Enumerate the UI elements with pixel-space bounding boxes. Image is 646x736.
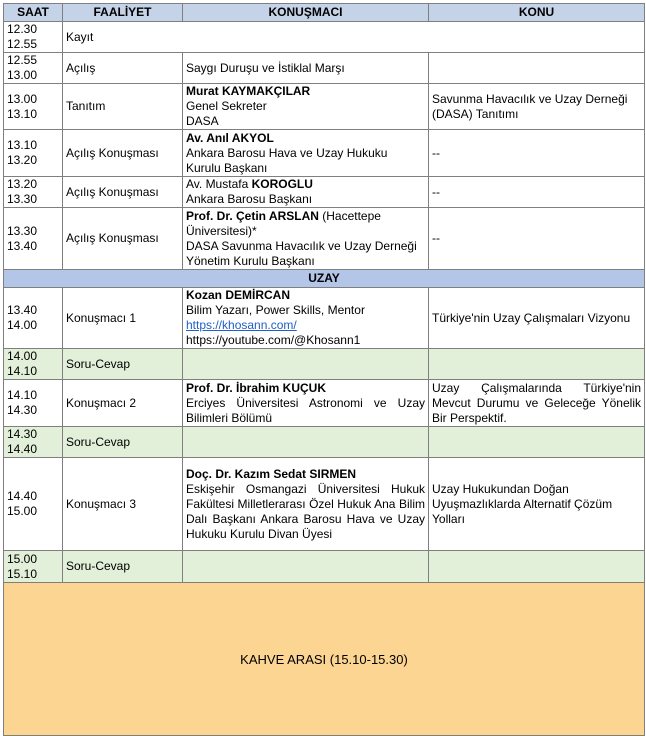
speaker-cell — [183, 349, 429, 380]
start-time: 13.40 — [7, 303, 38, 317]
start-time: 13.10 — [7, 138, 38, 152]
time-cell — [4, 427, 63, 458]
start-time: 13.00 — [7, 91, 38, 106]
end-time: 14.10 — [7, 364, 38, 378]
end-time: 13.00 — [7, 68, 38, 82]
speaker-title: Erciyes Üniversitesi Astronomi ve Uzay Bilimleri Bölümü — [186, 395, 425, 425]
section-row-uzay — [4, 270, 645, 288]
speaker-name — [186, 209, 425, 239]
speaker-cell — [183, 458, 429, 551]
row-soru-cevap-2 — [4, 427, 645, 458]
time-cell — [4, 208, 63, 270]
row-acilis-konusmasi-3 — [4, 208, 645, 270]
row-acilis — [4, 53, 645, 84]
time-cell — [4, 458, 63, 551]
coffee-break-label: KAHVE ARASI (15.10-15.30) — [4, 583, 645, 736]
speaker-title: DASA Savunma Havacılık ve Uzay Derneği Yönetim Kurulu Başkanı — [186, 238, 417, 268]
speaker-title: Bilim Yazarı, Power Skills, Mentor — [186, 303, 365, 317]
row-acilis-konusmasi-2 — [4, 177, 645, 208]
end-time: 13.10 — [7, 106, 38, 121]
header-faaliyet: FAALİYET — [63, 4, 183, 22]
row-soru-cevap-1 — [4, 349, 645, 380]
start-time: 14.00 — [7, 349, 38, 363]
end-time: 13.40 — [7, 238, 38, 253]
time-cell — [4, 349, 63, 380]
speaker-name: Murat KAYMAKÇILAR — [186, 84, 311, 98]
header-konusmaci: KONUŞMACI — [183, 4, 429, 22]
speaker-cell — [183, 427, 429, 458]
row-soru-cevap-3 — [4, 551, 645, 583]
start-time: 14.30 — [7, 427, 38, 441]
start-time: 13.30 — [7, 223, 38, 238]
end-time: 13.20 — [7, 153, 38, 167]
speaker-name: Av. Anıl AKYOL — [186, 130, 274, 145]
speaker-title: Ankara Barosu Hava ve Uzay Hukuku Kurulu Başkanı — [186, 145, 388, 175]
end-time: 12.55 — [7, 37, 38, 51]
header-saat: SAAT — [4, 4, 63, 22]
topic-cell: Savunma Havacılık ve Uzay Derneği (DASA) Tanıtımı — [429, 84, 645, 130]
activity-cell: Tanıtım — [63, 84, 183, 130]
agenda-table — [3, 3, 645, 736]
row-konusmaci-2 — [4, 380, 645, 427]
speaker-title: Genel Sekreter — [186, 99, 267, 113]
start-time: 15.00 — [7, 551, 38, 566]
header-konu: KONU — [429, 4, 645, 22]
activity-cell: Kayıt — [63, 22, 645, 53]
activity-cell: Soru-Cevap — [63, 427, 183, 458]
activity-cell: Konuşmacı 3 — [63, 458, 183, 551]
end-time: 14.40 — [7, 442, 38, 456]
speaker-cell — [183, 177, 429, 208]
topic-cell — [429, 349, 645, 380]
end-time: 15.10 — [7, 566, 38, 581]
speaker-name — [186, 177, 425, 192]
topic-cell: Uzay Hukukundan Doğan Uyuşmazlıklarda Alternatif Çözüm Yolları — [429, 458, 645, 551]
activity-cell: Açılış Konuşması — [63, 208, 183, 270]
activity-cell: Açılış — [63, 53, 183, 84]
topic-cell — [429, 427, 645, 458]
start-time: 12.30 — [7, 22, 38, 36]
row-acilis-konusmasi-1 — [4, 130, 645, 177]
speaker-fullname: Prof. Dr. Çetin ARSLAN — [186, 208, 319, 223]
speaker-name: Kozan DEMİRCAN — [186, 288, 290, 302]
topic-cell — [429, 53, 645, 84]
start-time: 14.40 — [7, 489, 38, 503]
speaker-cell — [183, 288, 429, 349]
header-row — [4, 4, 645, 22]
topic-cell: -- — [429, 177, 645, 208]
time-cell — [4, 551, 63, 583]
activity-cell: Açılış Konuşması — [63, 177, 183, 208]
speaker-cell — [183, 380, 429, 427]
start-time: 13.20 — [7, 177, 38, 191]
activity-cell: Soru-Cevap — [63, 551, 183, 583]
youtube-url: https://youtube.com/@Khosann1 — [186, 333, 361, 347]
time-cell — [4, 53, 63, 84]
speaker-affiliation: (Hacettepe Üniversitesi)* — [186, 208, 381, 238]
time-cell — [4, 84, 63, 130]
end-time: 15.00 — [7, 504, 38, 518]
activity-cell: Açılış Konuşması — [63, 130, 183, 177]
speaker-title: Eskişehir Osmangazi Üniversitesi Hukuk Fakültesi Milletlerarası Özel Hukuk Ana Bilim Dalı Başkanı Ankara Barosu Hava ve Uzay Hukuku Kurulu Divan Üyesi — [186, 481, 425, 541]
row-coffee-break — [4, 583, 645, 736]
end-time: 14.00 — [7, 318, 38, 332]
time-cell — [4, 380, 63, 427]
time-cell — [4, 22, 63, 53]
speaker-surname: KOROGLU — [251, 177, 313, 191]
speaker-cell — [183, 130, 429, 177]
row-kayit — [4, 22, 645, 53]
topic-cell: -- — [429, 130, 645, 177]
row-tanitim — [4, 84, 645, 130]
end-time: 14.30 — [7, 403, 38, 417]
speaker-org: DASA — [186, 114, 219, 128]
row-konusmaci-1 — [4, 288, 645, 349]
start-time: 12.55 — [7, 53, 38, 67]
speaker-title: Ankara Barosu Başkanı — [186, 192, 313, 206]
end-time: 13.30 — [7, 192, 38, 206]
speaker-cell — [183, 84, 429, 130]
section-title: UZAY — [4, 270, 645, 288]
topic-cell: Türkiye'nin Uzay Çalışmaları Vizyonu — [429, 288, 645, 349]
speaker-cell — [183, 208, 429, 270]
speaker-prefix: Av. Mustafa — [186, 177, 252, 191]
topic-cell: -- — [429, 208, 645, 270]
website-link[interactable]: https://khosann.com/ — [186, 318, 297, 332]
activity-cell: Konuşmacı 1 — [63, 288, 183, 349]
speaker-name: Prof. Dr. İbrahim KUÇUK — [186, 380, 327, 395]
start-time: 14.10 — [7, 388, 38, 402]
speaker-name: Doç. Dr. Kazım Sedat SIRMEN — [186, 466, 357, 481]
time-cell — [4, 130, 63, 177]
time-cell — [4, 177, 63, 208]
speaker-cell — [183, 551, 429, 583]
topic-cell — [429, 551, 645, 583]
time-cell — [4, 288, 63, 349]
speaker-cell: Saygı Duruşu ve İstiklal Marşı — [183, 53, 429, 84]
activity-cell: Soru-Cevap — [63, 349, 183, 380]
row-konusmaci-3 — [4, 458, 645, 551]
activity-cell: Konuşmacı 2 — [63, 380, 183, 427]
topic-cell: Uzay Çalışmalarında Türkiye'nin Mevcut Durumu ve Geleceğe Yönelik Bir Perspektif. — [429, 380, 645, 427]
